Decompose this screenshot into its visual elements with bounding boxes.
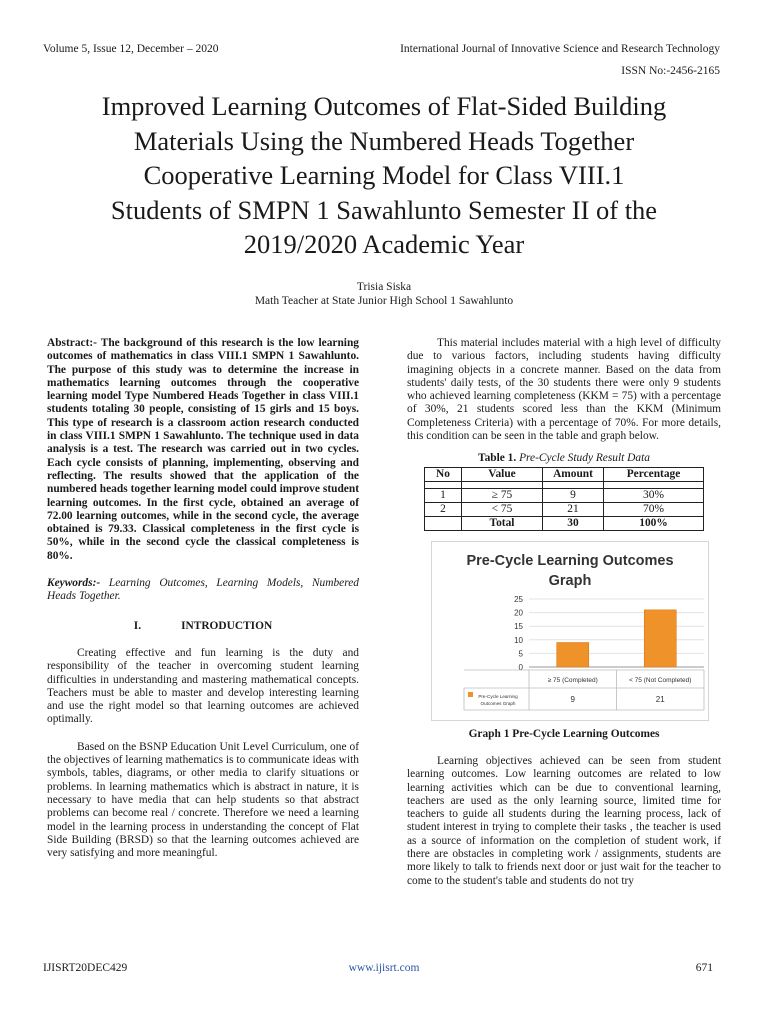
table-header: Percentage <box>604 467 704 481</box>
body-paragraph-1: This material includes material with a high level of difficulty due to various factors, including students having difficulty imagining objects in a concrete manner. Based on the data from students' daily tests, of the 30 students there were only 9 students who achieved learning completeness (KKM = 75) with a percentage of 30%, 21 students scored less than the KKM (Minimum Completeness Criteria) with a percentage of 70%. For more details, this condition can be seen in the table and graph below. <box>407 337 721 443</box>
legend-label: Pre-Cycle Learning <box>478 693 518 699</box>
intro-paragraph-2: Based on the BSNP Education Unit Level Curriculum, one of the objectives of learning mathematics is to communicate ideas with symbols, tables, diagrams, or other media to clarify situations or problems. In learning mathematics which is abstract in nature, it is necessary to have media that can help students so that abstract problems can become real / concrete. Therefore we need a learning model in the learning process in understanding the concept of Flat Side Building (BRSD) so that the learning outcomes achieved are very satisfying and more meaningful. <box>47 740 359 860</box>
table-row <box>425 488 704 502</box>
pre-cycle-chart <box>431 541 709 721</box>
x-category-label: ≥ 75 (Completed) <box>547 676 598 684</box>
table-row <box>425 502 704 516</box>
table-cell: 9 <box>543 488 604 502</box>
chart-title: Graph <box>548 572 592 589</box>
table-cell: ≥ 75 <box>462 488 543 502</box>
title-line: 2019/2020 Academic Year <box>243 229 525 259</box>
table-total-row <box>425 516 704 530</box>
journal-issn: ISSN No:-2456-2165 <box>621 65 720 77</box>
y-tick-label: 15 <box>514 621 523 631</box>
graph-caption: Graph 1 Pre-Cycle Learning Outcomes <box>468 727 660 740</box>
footer-code: IJISRT20DEC429 <box>43 962 128 974</box>
right-column <box>407 337 721 888</box>
table-cell: 30% <box>604 488 704 502</box>
y-tick-label: 5 <box>518 649 523 659</box>
legend-swatch <box>468 692 473 697</box>
table-cell: 1 <box>425 488 462 502</box>
title-line: Improved Learning Outcomes of Flat-Sided Building <box>101 91 667 121</box>
abstract: Abstract:- The background of this research is the low learning outcomes of mathematics in class VIII.1 SMPN 1 Sawahlunto. The purpose of this study was to determine the increase in mathematics learning outcomes through the cooperative learning model Type Numbered Heads Together in class VIII.1 students totaling 30 people, consisting of 15 girls and 15 boys. This type of research is a classroom action research conducted in class VIII.1 SMPN 1 Sawahlunto. The technique used in data analysis is a test. The research was carried out in two cycles. Each cycle consists of planning, implementing, observing and reflecting. The results showed that the application of the numbered heads together learning model could improve student learning outcomes. In the first cycle, obtained an average of 72.00 learning outcomes, while in the second cycle, the average obtained is 79.33. Classical completeness in the first cycle is 50%, while in the second cycle the classical completeness is 80%. <box>47 337 359 562</box>
table-header: Amount <box>543 467 604 481</box>
table-cell: 70% <box>604 502 704 516</box>
y-tick-label: 0 <box>518 662 523 672</box>
keywords-label: Keywords:- <box>47 577 101 590</box>
bar <box>644 610 676 667</box>
journal-volume: Volume 5, Issue 12, December – 2020 <box>43 43 219 55</box>
chart-title: Pre-Cycle Learning Outcomes <box>466 552 674 569</box>
y-tick-label: 10 <box>514 635 523 645</box>
table-caption-label: Table 1. <box>478 452 517 465</box>
paper-title <box>40 89 728 262</box>
table-cell: 21 <box>543 502 604 516</box>
footer-page-number: 671 <box>695 962 713 974</box>
author-affiliation: Math Teacher at State Junior High School 1 Sawahlunto <box>254 295 514 307</box>
keywords <box>47 577 359 604</box>
table-header: No <box>425 467 462 481</box>
table-cell <box>425 516 462 530</box>
table-cell: Total <box>462 516 543 530</box>
author-name: Trisia Siska <box>356 281 412 293</box>
table-header: Value <box>462 467 543 481</box>
journal-name: International Journal of Innovative Science and Research Technology <box>400 43 720 55</box>
title-line: Cooperative Learning Model for Class VIII.1 <box>143 160 625 190</box>
intro-paragraph-1: Creating effective and fun learning is the duty and responsibility of the teacher in overcoming student learning difficulties in understanding and mastering mathematical concepts. Teachers must be able to master and develop interesting learning and use the right model so that learning outcomes are achieved optimally. <box>47 646 359 726</box>
table-cell: 30 <box>543 516 604 530</box>
table-cell: 100% <box>604 516 704 530</box>
footer-url[interactable]: www.ijisrt.com <box>348 962 420 974</box>
table-cell: < 75 <box>462 502 543 516</box>
legend-label: Outcomes Graph <box>480 700 516 706</box>
table-caption-text: Pre-Cycle Study Result Data <box>519 452 650 465</box>
table-cell: 2 <box>425 502 462 516</box>
data-label: 21 <box>655 694 665 704</box>
table-caption <box>407 452 721 465</box>
table-header-row <box>425 467 704 481</box>
left-column <box>47 337 359 860</box>
section-title: INTRODUCTION <box>181 619 273 632</box>
title-line: Students of SMPN 1 Sawahlunto Semester II of the <box>110 194 658 225</box>
keywords-text: Learning Outcomes, Learning Models, Numbered Heads Together. <box>47 577 359 603</box>
section-heading <box>47 620 359 633</box>
x-category-label: < 75 (Not Completed) <box>629 676 692 684</box>
table-spacer-row <box>425 481 704 488</box>
data-label: 9 <box>570 694 575 704</box>
body-paragraph-2: Learning objectives achieved can be seen from student learning outcomes. Low learning outcomes are related to low learning activities which can be due to conventional learning, teachers are used as the only learning source, limited time for teachers to guide all students during the learning process, lack of student interest in trying to complete their tasks , the teacher is used as a source of information on the completion of student work, if there are obstacles in completing work / assignments, students are more likely to talk to friends next door or just wait for the teacher to come to the student's table and students do not try <box>407 754 721 887</box>
result-table <box>424 467 704 531</box>
y-tick-label: 20 <box>514 608 523 618</box>
section-number: I. <box>133 619 142 632</box>
chart-svg <box>432 542 708 720</box>
bar <box>557 642 589 666</box>
y-tick-label: 25 <box>514 594 523 604</box>
title-line: Materials Using the Numbered Heads Together <box>133 125 635 156</box>
